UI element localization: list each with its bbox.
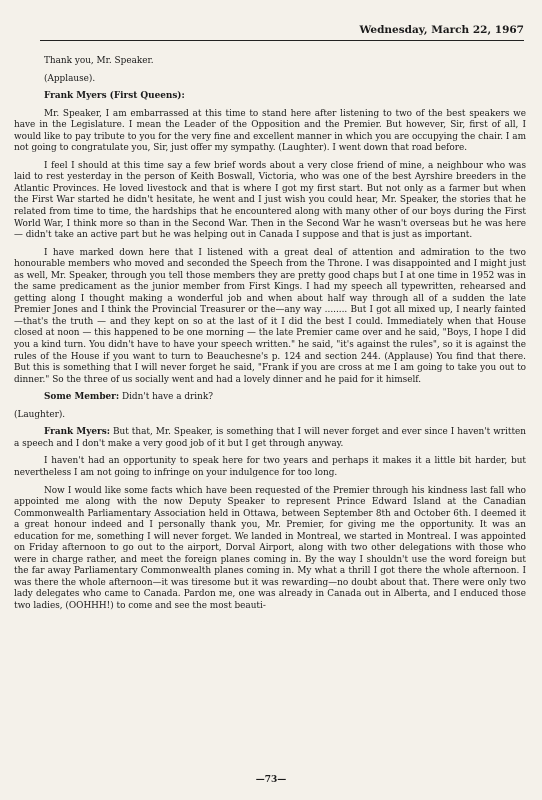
paragraph xyxy=(14,56,526,68)
paragraph-text: (Laughter). xyxy=(14,409,66,420)
paragraph xyxy=(14,161,526,242)
paragraph-text: I have marked down here that I listened with a great deal of attention and admiration to the two honourable members who moved and seconded the Speech from the Throne. I was disappointed and I might just as well, Mr. Speaker, through you tell those members they are pretty good chaps but I at one time in 1952 was in the same predicament as the junior member from First Kings. I had my speech all typewritten, rehearsed and getting along I thought making a wonderful job and when about half way through all of a sudden the late Premier Jones and I think the Provincial Treasurer or the—any way ........ But I got all mixed up, I nearly fainted—that's the truth — and they kept on so at the last of it I did the best I could. Immediately when that House closed at noon — this happened to be one morning — the late Premier came over and he said, "Boys, I hope I did you a kind turn. You didn't have to have your speech written." he said, "it's against the rules", so it is against the rules of the House if you want to turn to Beauchesne's p. 124 and section 244. (Applause) You find that there. But this is something that I will never forget he said, "Frank if you are cross at me I am going to take you out to dinner." So the three of us socially went and had a lovely dinner and he paid for it himself. xyxy=(14,247,526,385)
paragraph xyxy=(14,456,526,479)
paragraph xyxy=(14,109,526,155)
page-number: —73— xyxy=(255,775,287,785)
paragraph-text: I feel I should at this time say a few brief words about a very close friend of mine, a neighbour who was laid to rest yesterday in the person of Keith Boswall, Victoria, who was one of the best Ayrshire breeders in the Atlantic Provinces. He loved livestock and that is where I got my first start. But not only as a farmer but when the First War started he didn't hesitate, he went and I just wish you could hear, Mr. Speaker, the stories that he related from time to time, the hardships that he encountered along with many other of our boys during the First World War, I think more so than in the Second War. Then in the Second War he wasn't overseas but he was here — didn't take an active part but he was helping out in Canada I suppose and that is just as important. xyxy=(14,160,526,241)
paragraph xyxy=(14,74,526,86)
paragraph xyxy=(14,248,526,387)
paragraph-text: (Applause). xyxy=(44,73,96,84)
paragraph-text: Didn't have a drink? xyxy=(121,392,213,403)
page-body xyxy=(14,56,526,619)
paragraph-text: Now I would like some facts which have been requested of the Premier through his kindness last fall who appointed me along with the now Deputy Speaker to represent Prince Edward Island at the Canadian Commonwealth Parliamentary Association held in Ottawa, between September 8th and October 6th. I deemed it a great honour indeed and I personally thank you, Mr. Premier, for giving me the opportunity. It was an education for me, something I will never forget. We landed in Montreal, we started in Montreal. I was appointed on Friday afternoon to go out to the airport, Dorval Airport, along with two other delegations with those who were in charge rather, and meet the foreign planes coming in. By the way I shouldn't use the word foreign but the far away Parliamentary Commonwealth planes coming in. My what a thrill I got there the whole afternoon. I was there the whole afternoon—it was tiresome but it was rewarding—no doubt about that. There were only two lady delegates who came to Canada. Pardon me, one was already in Canada out in Alberta, and I enduced those two ladies, (OOHHH!) to come and see the most beauti- xyxy=(14,485,526,611)
speaker-name: Frank Myers: xyxy=(44,427,111,438)
paragraph-text: Mr. Speaker, I am embarrassed at this time to stand here after listening to two of the best speakers we have in the Legislature. I mean the Leader of the Opposition and the Premier. But however, Sir, first of all, I would like to pay tribute to you for the very fine and excellent manner in which you are occupying the chair. I am not going to congratulate you, Sir, just offer my sympathy. (Laughter). I went down that road before. xyxy=(14,108,526,154)
paragraph xyxy=(14,427,526,450)
header-date: Wednesday, March 22, 1967 xyxy=(359,24,524,36)
paragraph xyxy=(14,486,526,613)
paragraph-text: I haven't had an opportunity to speak here for two years and perhaps it makes it a little bit harder, but nevertheless I am not going to infringe on your indulgence for too long. xyxy=(14,456,526,478)
paragraph xyxy=(14,91,526,103)
paragraph-text: But that, Mr. Speaker, is something that I will never forget and ever since I haven't written a speech and I don't make a very good job of it but I get through anyway. xyxy=(14,427,526,449)
paragraph xyxy=(14,392,526,404)
paragraph xyxy=(14,410,526,422)
paragraph-text: Thank you, Mr. Speaker. xyxy=(44,56,154,66)
speaker-name: Frank Myers (First Queens): xyxy=(44,91,185,102)
speaker-name: Some Member: xyxy=(44,392,120,403)
page-header xyxy=(40,22,524,41)
